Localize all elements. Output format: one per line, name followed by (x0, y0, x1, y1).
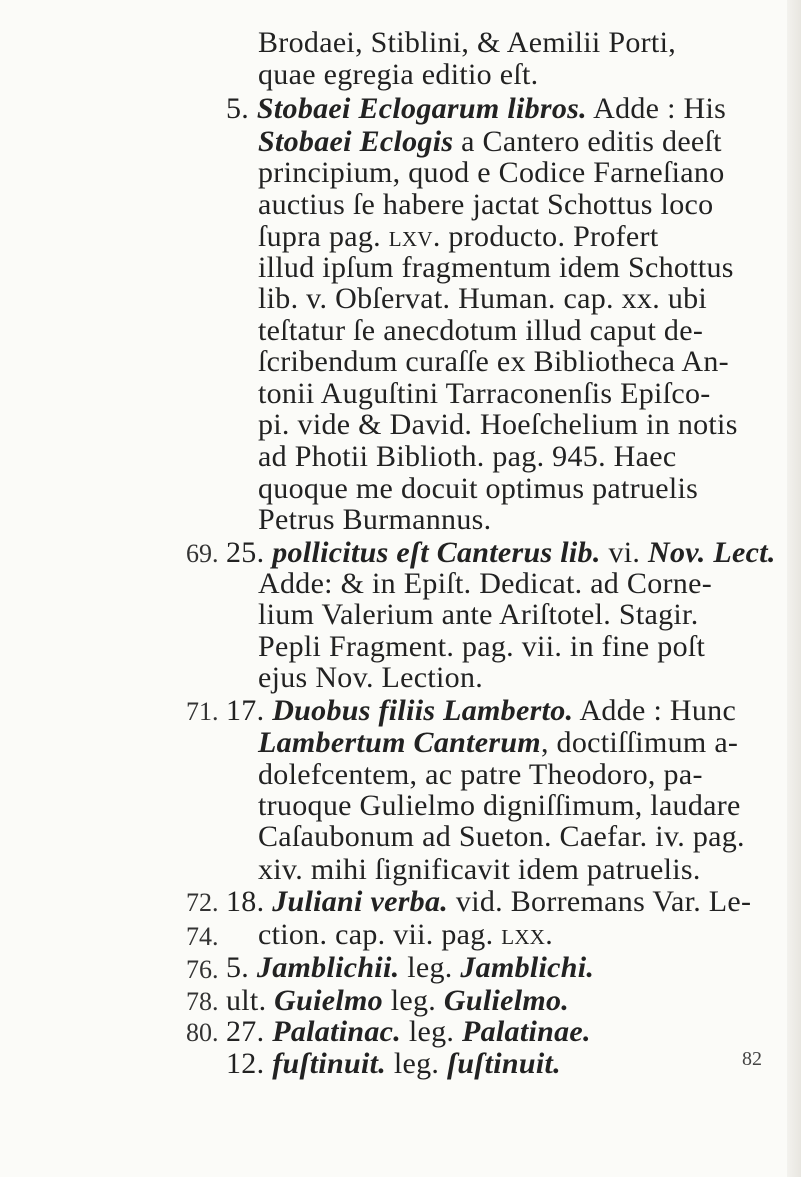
text-line (258, 760, 703, 790)
line-text: 27. (226, 1015, 273, 1048)
text-line (258, 60, 538, 90)
text-line (226, 1017, 591, 1047)
text-line (258, 600, 699, 630)
line-text: xiv. mihi ſignificavit idem patruelis. (258, 853, 701, 886)
text-line (258, 127, 722, 157)
margin-page-ref: 72. (186, 888, 219, 917)
line-text: ſcribendum curaſſe ex Bibliotheca An- (258, 345, 729, 378)
text-line (258, 855, 701, 885)
text-line (258, 474, 698, 504)
line-text: leg. (382, 984, 444, 1017)
text-line (258, 158, 725, 188)
margin-page-ref: 78. (186, 987, 219, 1016)
line-text: vi. (600, 536, 648, 569)
text-line (258, 569, 712, 599)
italic-lemma: Duobus filiis Lamberto. (272, 694, 574, 727)
text-line (226, 953, 594, 983)
text-line (258, 822, 745, 852)
line-text: dolefcentem, ac patre Theodoro, pa- (258, 758, 703, 791)
italic-lemma: Lambertum Canterum (258, 726, 541, 759)
margin-page-ref: 76. (186, 955, 219, 984)
text-line (258, 253, 734, 283)
line-text: truoque Gulielmo digniſſimum, laudare (258, 789, 741, 822)
line-text: leg. (386, 1047, 448, 1080)
line-text: a Cantero editis deeſt (453, 125, 722, 158)
line-text: ejus Nov. Lection. (258, 661, 484, 694)
text-line (258, 442, 676, 472)
text-line (226, 986, 569, 1016)
scan-page-edge (787, 0, 801, 1177)
text-line (258, 222, 658, 252)
page-signature: 82 (742, 1048, 762, 1070)
italic-lemma: Palatinae. (462, 1015, 591, 1048)
line-text: tonii Auguſtini Tarraconenſis Epiſco- (258, 377, 711, 410)
line-text: principium, quod e Codice Farneſiano (258, 156, 725, 189)
line-text: vid. Borremans Var. Le- (448, 885, 752, 918)
italic-lemma: Juliani verba. (272, 885, 449, 918)
italic-lemma: Jamblichi. (460, 951, 595, 984)
line-text: lib. v. Obſervat. Human. cap. xx. ubi (258, 282, 708, 315)
text-line (258, 190, 713, 220)
line-text: Petrus Burmannus. (258, 503, 492, 536)
text-line (258, 410, 738, 440)
text-line (258, 632, 705, 662)
text-line (258, 791, 741, 821)
line-text: Adde: & in Epiſt. Dedicat. ad Corne- (258, 567, 713, 600)
line-text: Adde : His (586, 92, 727, 125)
line-text: 17. (226, 694, 273, 727)
line-text: ult. (226, 984, 275, 1017)
text-line (226, 1049, 561, 1079)
italic-lemma: Palatinac. (272, 1015, 402, 1048)
line-text: ſupra pag. (258, 220, 389, 253)
line-text: leg. (401, 1015, 462, 1048)
text-line (258, 920, 553, 950)
line-text: 5. (226, 951, 257, 984)
italic-lemma: ſuſtinuit. (447, 1047, 561, 1080)
line-text: auctius ſe habere jactat Schottus loco (258, 188, 714, 221)
italic-lemma: Nov. Lect. (648, 536, 776, 569)
text-line (258, 728, 738, 758)
margin-page-ref: 80. (186, 1018, 219, 1047)
text-line (258, 28, 676, 58)
line-text: lxx (501, 918, 546, 951)
margin-page-ref: 69. (186, 539, 219, 568)
margin-page-ref: 74. (186, 922, 219, 951)
text-line (258, 347, 729, 377)
line-text: 25. (226, 536, 273, 569)
line-text: Caſaubonum ad Sueton. Caefar. iv. pag. (258, 820, 745, 853)
italic-lemma: Stobaei Eclogis (258, 125, 454, 158)
italic-lemma: Gulielmo. (443, 984, 570, 1017)
line-text: . producto. Profert (432, 220, 659, 253)
line-text: lxv (388, 220, 433, 253)
text-line (258, 284, 707, 314)
italic-lemma: Stobaei Eclogarum libros. (256, 92, 587, 125)
text-line (258, 379, 711, 409)
text-line (258, 505, 491, 535)
italic-lemma: Jamblichii. (256, 951, 400, 984)
line-text: , doctiſſimum a- (540, 726, 739, 759)
italic-lemma: pollicitus eſt Canterus lib. (272, 536, 601, 569)
text-line (226, 887, 751, 917)
text-line (226, 538, 776, 568)
line-text: . (545, 918, 554, 951)
margin-page-ref: 71. (186, 697, 219, 726)
text-line (226, 696, 736, 726)
text-line (226, 94, 726, 124)
line-text: Pepli Fragment. pag. vii. in fine poſt (258, 630, 706, 663)
line-text: quoque me docuit optimus patruelis (258, 472, 699, 505)
italic-lemma: fuſtinuit. (272, 1047, 387, 1080)
line-text: quae egregia editio eſt. (258, 58, 539, 91)
line-text: pi. vide & David. Hoeſchelium in notis (258, 408, 738, 441)
line-text: Adde : Hunc (573, 694, 737, 727)
text-line (258, 316, 703, 346)
line-text: 12. (226, 1047, 273, 1080)
line-text: ction. cap. vii. pag. (258, 918, 502, 951)
line-text: ad Photii Biblioth. pag. 945. Haec (258, 440, 677, 473)
line-text: leg. (399, 951, 461, 984)
line-text: lium Valerium ante Ariſtotel. Stagir. (258, 598, 699, 631)
text-line (258, 663, 483, 693)
line-text: teſtatur ſe anecdotum illud caput de- (258, 314, 704, 347)
line-text: Brodaei, Stiblini, & Aemilii Porti, (258, 26, 677, 59)
italic-lemma: Guielmo (274, 984, 383, 1017)
line-text: 18. (226, 885, 273, 918)
line-text: illud ipſum fragmentum idem Schottus (258, 251, 734, 284)
line-text: 5. (226, 92, 257, 125)
